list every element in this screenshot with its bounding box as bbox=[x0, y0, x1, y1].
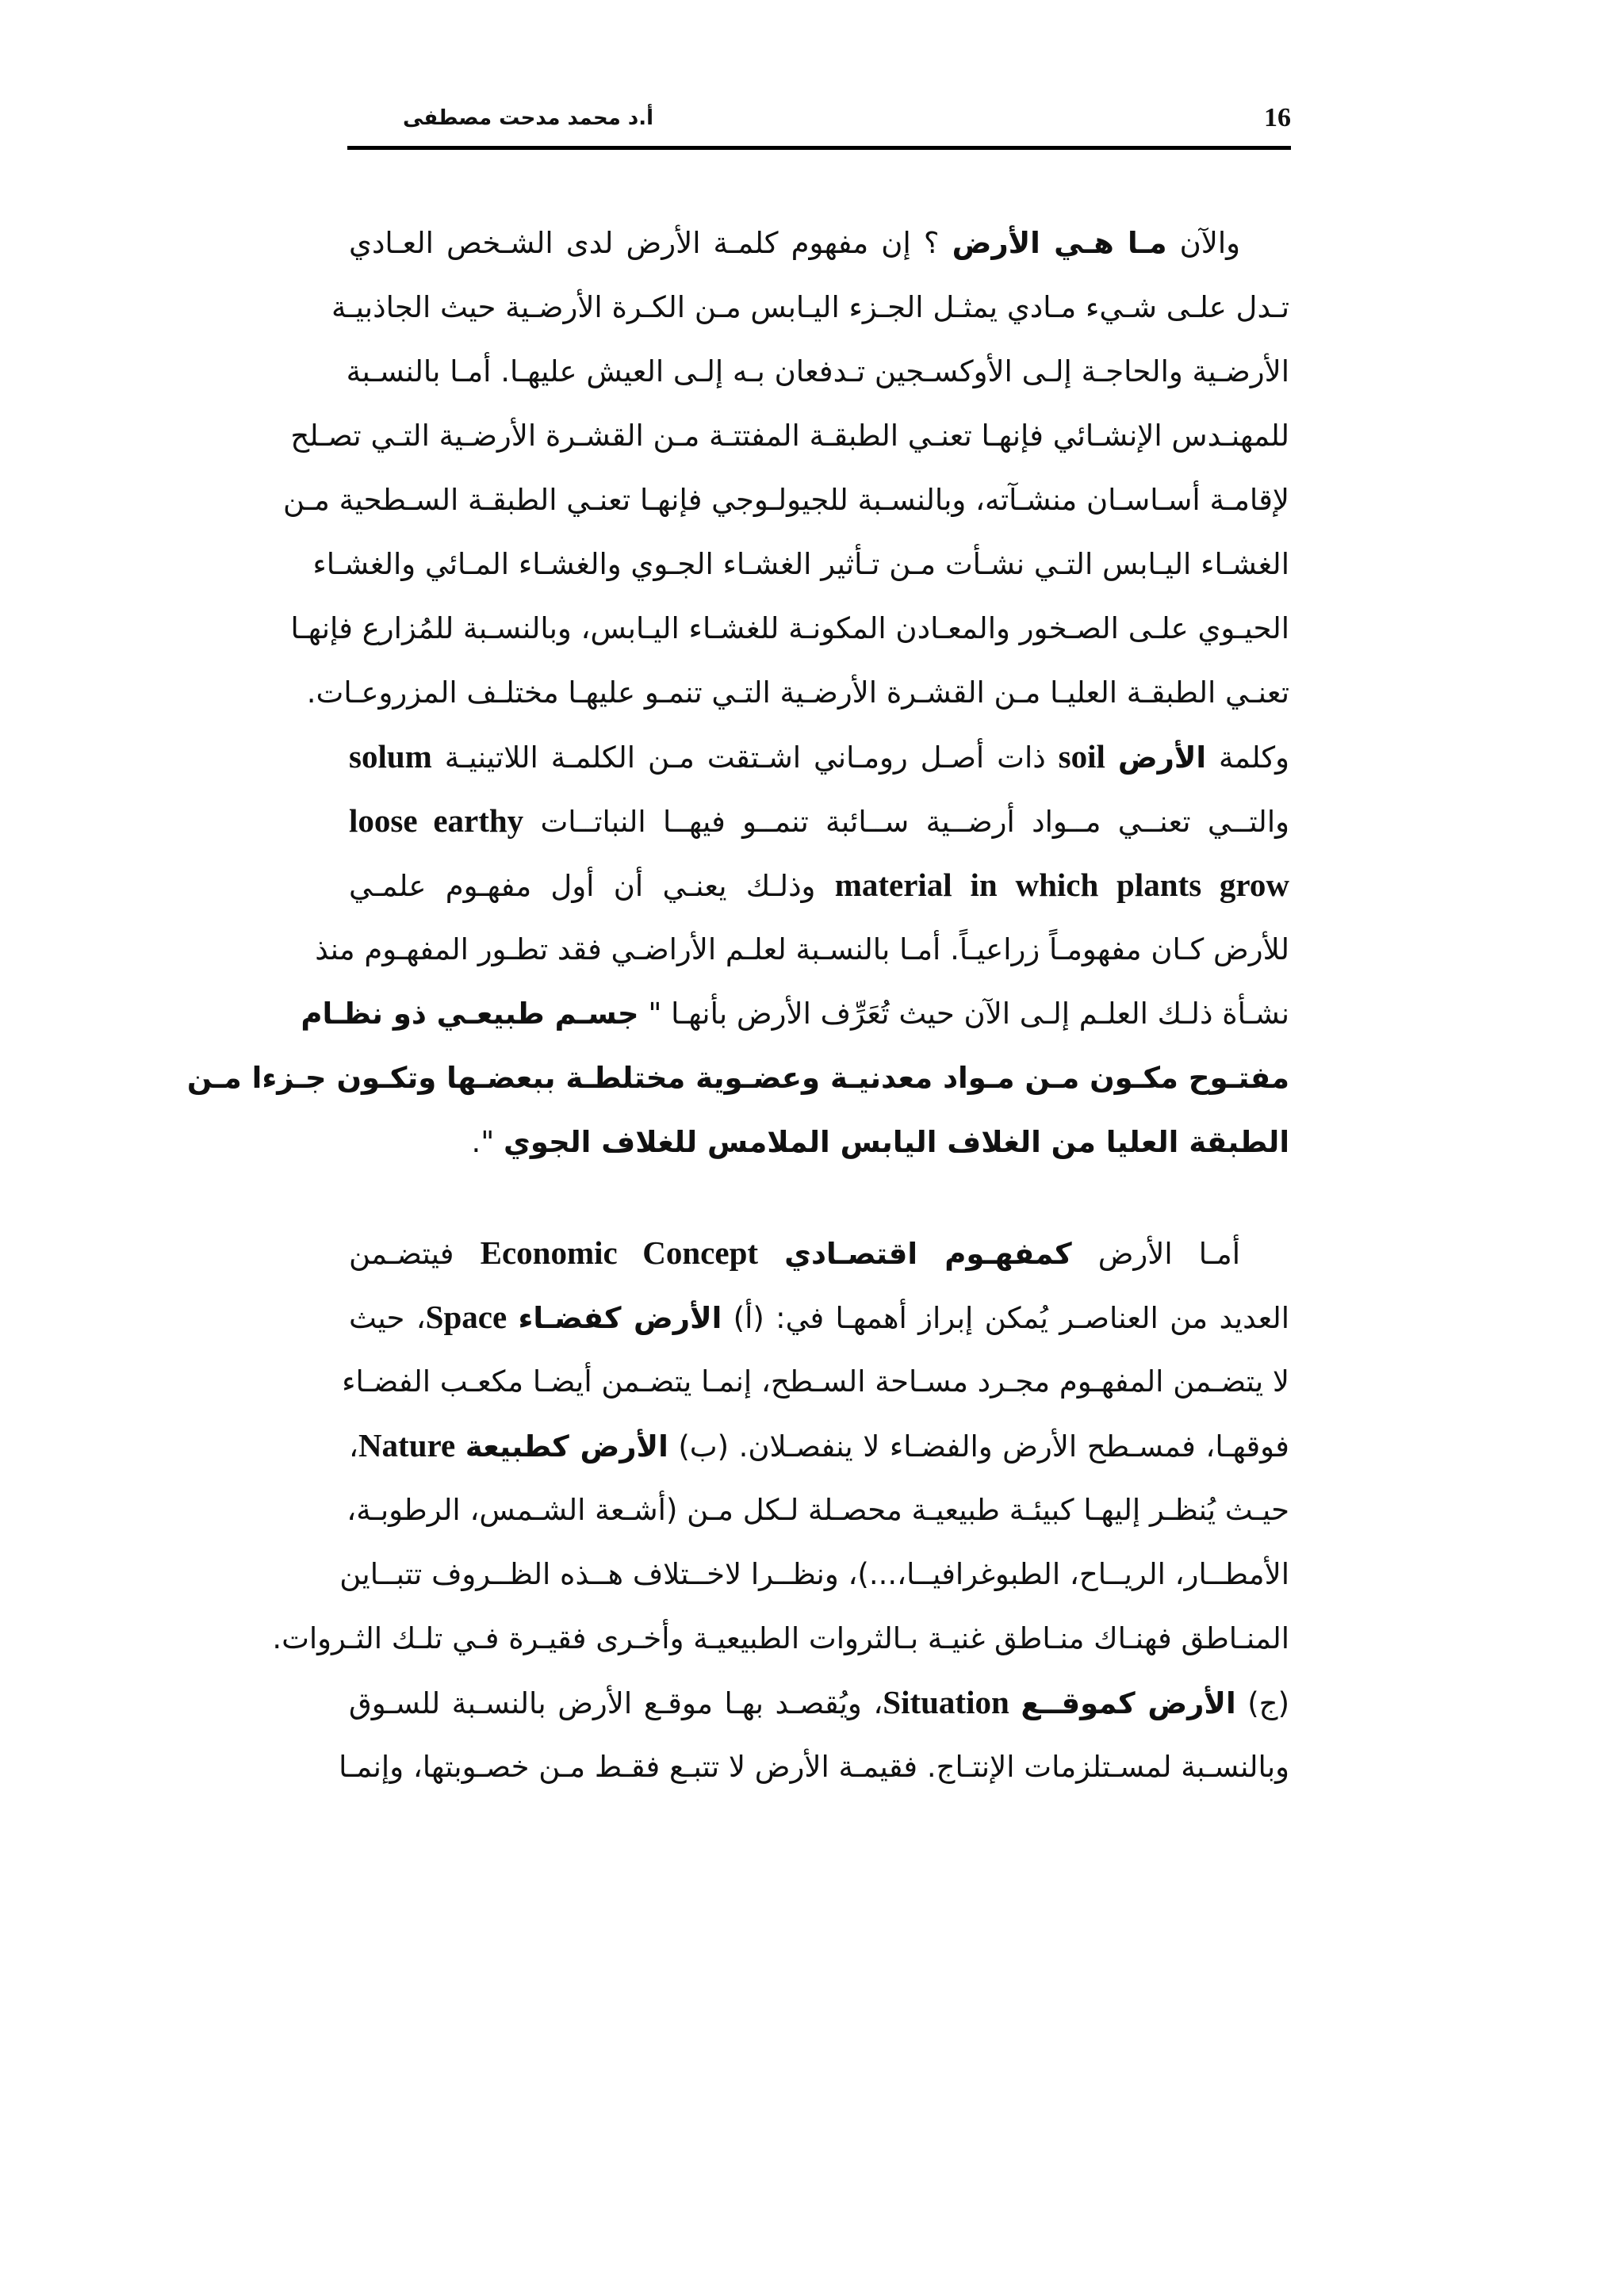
text-line bbox=[339, 1735, 1289, 1799]
text-line bbox=[349, 1221, 1289, 1285]
paragraph-land-definition bbox=[186, 211, 1289, 1174]
text-run bbox=[507, 1301, 518, 1335]
text-line bbox=[349, 1110, 1289, 1174]
text-run bbox=[455, 1429, 465, 1464]
latin-term: soil bbox=[1058, 738, 1105, 775]
text-run: أمـا الأرض bbox=[1071, 1237, 1240, 1271]
text-run: وكلمة bbox=[1206, 740, 1289, 775]
text-line bbox=[349, 1670, 1289, 1735]
latin-term: Economic Concept bbox=[480, 1234, 759, 1271]
bold-term: الأرض كفضـاء bbox=[518, 1301, 722, 1335]
text-line bbox=[349, 789, 1289, 853]
text-run: تـدل علـى شـيء مـادي يمثـل الجـزء اليـابس مـن الكـرة الأرضـية حيث الجاذبيـة bbox=[331, 290, 1289, 324]
text-run: نشـأة ذلـك العلـم إلـى الآن حيث تُعَرِّف الأرض بأنهـا " bbox=[638, 997, 1289, 1031]
text-line bbox=[342, 1349, 1289, 1414]
text-line bbox=[272, 1606, 1289, 1670]
text-line bbox=[349, 1478, 1289, 1542]
text-run: ؟ إن مفهوم كلمـة الأرض لدى الشـخص العـادي bbox=[349, 226, 952, 260]
bold-term: جسـم طبيعـي ذو نظـام bbox=[301, 997, 639, 1031]
text-line bbox=[349, 1414, 1289, 1478]
text-run: لإقامـة أسـاسـان منشـآته، وبالنسـبة للجيولـوجي فإنهـا تعنـي الطبقـة السـطحية مـن bbox=[283, 483, 1289, 517]
bold-term: مفتـوح مكـون مـن مـواد معدنيـة وعضـوية مختلطـة ببعضـها وتكـون جـزءا مـن bbox=[186, 1061, 1289, 1095]
bold-term: مـا هـي الأرض bbox=[952, 226, 1167, 260]
text-line bbox=[349, 211, 1289, 275]
text-line bbox=[301, 982, 1289, 1046]
bold-term: الطبقة العليا من الغلاف اليابس الملامس للغلاف الجوي bbox=[503, 1125, 1289, 1159]
latin-term: loose earthy bbox=[349, 802, 524, 839]
text-run: الغشـاء اليـابس التـي نشـأت مـن تـأثير الغشـاء الجـوي والغشـاء المـائي والغشـاء bbox=[312, 547, 1289, 581]
text-line bbox=[290, 404, 1289, 468]
bold-term: الأرض كموقــع bbox=[1021, 1686, 1236, 1720]
text-run: فوقهـا، فمسـطح الأرض والفضـاء لا ينفصـلان. (ب) bbox=[668, 1429, 1289, 1464]
bold-term: الأرض كطبيعة bbox=[465, 1429, 668, 1464]
text-line bbox=[349, 1285, 1289, 1349]
text-line bbox=[283, 468, 1289, 532]
text-run: العديد من العناصـر يُمكن إبراز أهمهـا في: (أ) bbox=[722, 1301, 1289, 1335]
text-run: ". bbox=[471, 1125, 504, 1159]
text-line bbox=[186, 1046, 1289, 1110]
page-header bbox=[347, 103, 1291, 150]
text-run: لا يتضـمن المفهـوم مجـرد مسـاحة السـطح، إنمـا يتضـمن أيضـا مكعـب الفضـاء bbox=[342, 1364, 1289, 1399]
text-run: المنـاطق فهنـاك منـاطق غنيـة بـالثروات الطبيعيـة وأخـرى فقيـرة فـي تلـك الثـروات. bbox=[272, 1621, 1289, 1655]
latin-term: Situation bbox=[883, 1684, 1009, 1720]
latin-term: Space bbox=[425, 1299, 508, 1335]
text-run: ، حيث bbox=[349, 1301, 426, 1335]
text-run: الأرضـية والحاجـة إلـى الأوكسـجين تـدفعان بـه إلـى العيش عليهـا. أمـا بالنسـبة bbox=[346, 354, 1289, 388]
text-line bbox=[306, 660, 1289, 725]
text-run: (ج) bbox=[1235, 1686, 1289, 1720]
latin-term: solum bbox=[349, 738, 432, 775]
text-line bbox=[349, 725, 1289, 789]
text-line bbox=[315, 917, 1289, 982]
text-line bbox=[339, 1542, 1289, 1606]
text-run bbox=[1105, 740, 1118, 775]
text-run: ، bbox=[349, 1429, 358, 1464]
text-run: تعنـي الطبقـة العليـا مـن القشـرة الأرضـية التـي تنمـو عليهـا مختلـف المزروعـات. bbox=[306, 675, 1289, 710]
paragraph-economic-concept bbox=[272, 1221, 1289, 1799]
text-run bbox=[1009, 1686, 1021, 1720]
text-run: فيتضـمن bbox=[349, 1237, 481, 1271]
text-run: وبالنسـبة لمسـتلزمات الإنتـاج. فقيمـة الأرض لا تتبـع فقـط مـن خصـوبتها، وإنمـا bbox=[339, 1750, 1289, 1784]
text-line bbox=[346, 339, 1289, 404]
text-run: للأرض كـان مفهومـاً زراعيـاً. أمـا بالنسـبة لعلـم الأراضـي فقد تطـور المفهـوم منذ bbox=[315, 932, 1289, 966]
text-run bbox=[758, 1237, 784, 1271]
text-run: الحيـوي علـى الصـخور والمعـادن المكونـة للغشـاء اليـابس، وبالنسـبة للمُزارع فإنهـا bbox=[290, 611, 1289, 645]
latin-term: material in which plants grow bbox=[834, 867, 1289, 903]
text-line bbox=[331, 275, 1289, 339]
text-run: ، ويُقصـد بهـا موقـع الأرض بالنسـبة للسـوق bbox=[349, 1686, 883, 1720]
text-line bbox=[349, 853, 1289, 917]
text-run: الأمطــار، الريــاح، الطبوغرافيــا،...)، ونظــرا لاخــتلاف هــذه الظــروف تتبــاين bbox=[339, 1557, 1289, 1591]
text-run: ذات أصـل رومـاني اشـتقت مـن الكلمـة اللاتينيـة bbox=[431, 740, 1059, 775]
text-line bbox=[290, 596, 1289, 660]
page-number: 16 bbox=[1264, 103, 1291, 132]
text-run: حيـث يُنظـر إليهـا كبيئـة طبيعيـة محصـلة لـكل مـن (أشـعة الشـمس، الرطوبـة، bbox=[347, 1493, 1289, 1527]
text-run: والتــي تعنــي مــواد أرضــية ســائبة تنمــو فيهــا النباتــات bbox=[523, 805, 1289, 839]
text-run: للمهنـدس الإنشـائي فإنهـا تعنـي الطبقـة المفتتـة مـن القشـرة الأرضـية التـي تصـلح bbox=[290, 419, 1289, 453]
bold-term: كمفهـوم اقتصـادي bbox=[784, 1237, 1072, 1271]
text-run: والآن bbox=[1166, 226, 1240, 260]
latin-term: Nature bbox=[358, 1427, 456, 1464]
bold-term: الأرض bbox=[1117, 740, 1207, 775]
text-run: وذلـك يعنـي أن أول مفهـوم علمـي bbox=[349, 869, 835, 903]
text-line bbox=[312, 532, 1289, 596]
header-author: أ.د محمد مدحت مصطفى bbox=[403, 106, 654, 130]
